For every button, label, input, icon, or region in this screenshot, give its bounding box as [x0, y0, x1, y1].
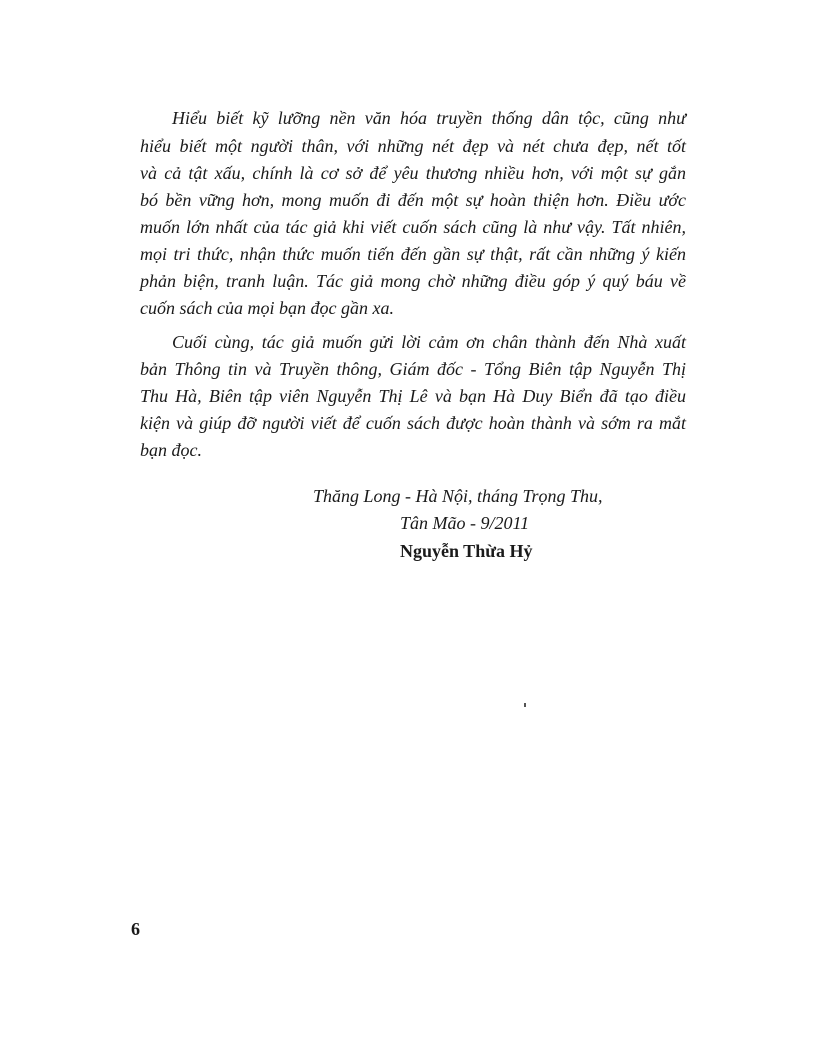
paragraph-1-line-4: bó bền vững hơn, mong muốn đi đến một sự hoàn thiện hơn. Điều ước [140, 190, 686, 210]
paragraph-2-line-2: bản Thông tin và Truyền thông, Giám đốc - Tổng Biên tập Nguyễn Thị [140, 359, 686, 379]
paragraph-1-line-6: mọi tri thức, nhận thức muốn tiến đến gần sự thật, rất cần những ý kiến [140, 244, 686, 264]
signature-author: Nguyễn Thừa Hỷ [400, 541, 533, 561]
paragraph-2-line-1: Cuối cùng, tác giả muốn gửi lời cảm ơn chân thành đến Nhà xuất [172, 332, 686, 352]
page-number: 6 [131, 919, 140, 939]
paragraph-1-line-8: cuốn sách của mọi bạn đọc gần xa. [140, 298, 394, 318]
paragraph-1-line-5: muốn lớn nhất của tác giả khi viết cuốn sách cũng là như vậy. Tất nhiên, [140, 217, 686, 237]
signature-year: Tân Mão - 9/2011 [400, 513, 530, 533]
paragraph-2-line-3: Thu Hà, Biên tập viên Nguyễn Thị Lê và bạn Hà Duy Biển đã tạo điều [140, 386, 686, 406]
paragraph-1-line-7: phản biện, tranh luận. Tác giả mong chờ những điều góp ý quý báu về [140, 271, 686, 291]
paragraph-2-line-5: bạn đọc. [140, 440, 202, 460]
scan-speck [524, 703, 526, 707]
paragraph-2-line-4: kiện và giúp đỡ người viết để cuốn sách được hoàn thành và sớm ra mắt [140, 413, 686, 433]
paragraph-1-line-3: và cả tật xấu, chính là cơ sở để yêu thương nhiều hơn, với một sự gắn [140, 163, 686, 183]
paragraph-1-line-2: hiểu biết một người thân, với những nét đẹp và nét chưa đẹp, nết tốt [140, 136, 686, 156]
signature-place-date: Thăng Long - Hà Nội, tháng Trọng Thu, [313, 486, 603, 506]
paragraph-1-line-1: Hiểu biết kỹ lưỡng nền văn hóa truyền thống dân tộc, cũng như [172, 108, 686, 128]
